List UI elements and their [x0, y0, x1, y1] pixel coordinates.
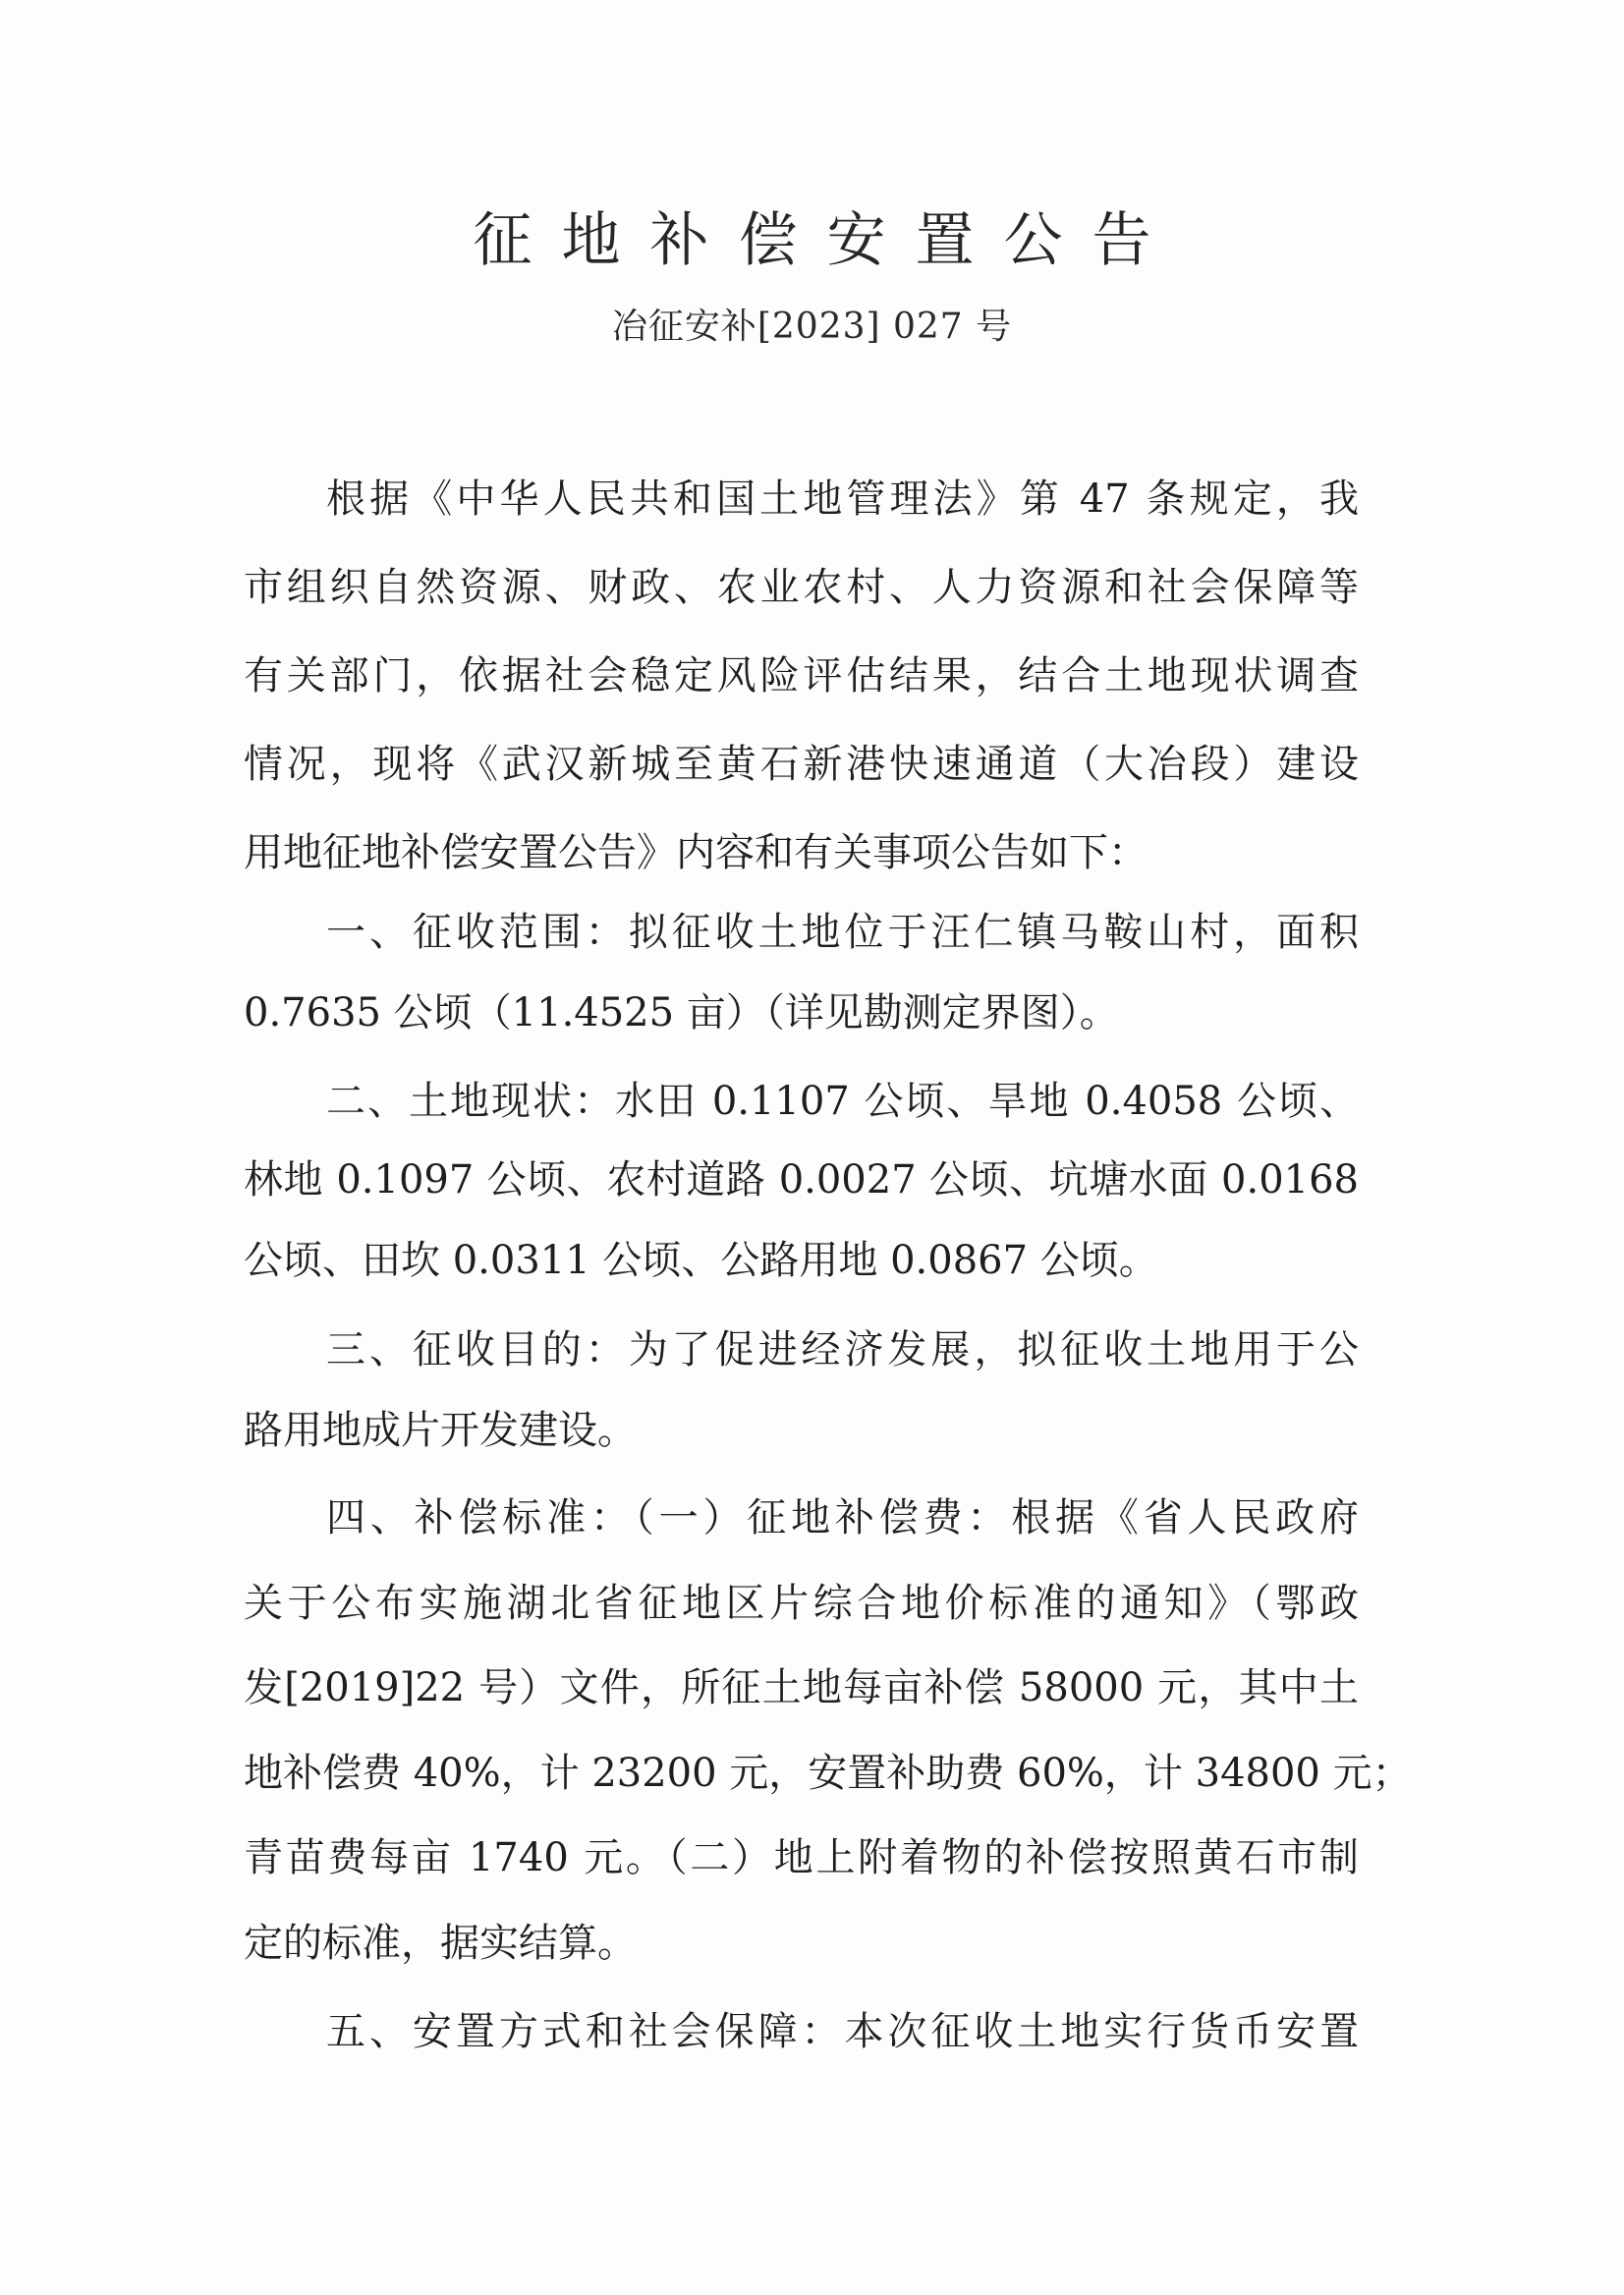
- body-line: 情况，现将《武汉新城至黄石新港快速通道（大冶段）建设: [244, 742, 1359, 787]
- body-line: 四、补偿标准：（一）征地补偿费：根据《省人民政府: [326, 1495, 1359, 1540]
- body-line: 路用地成片开发建设。: [244, 1408, 637, 1453]
- body-line: 地补偿费 40%，计 23200 元，安置补助费 60%，计 34800 元；: [244, 1751, 1412, 1796]
- body-line: 青苗费每亩 1740 元。（二）地上附着物的补偿按照黄石市制: [244, 1835, 1359, 1880]
- body-line: 一、征收范围：拟征收土地位于汪仁镇马鞍山村，面积: [326, 910, 1359, 955]
- body-line: 用地征地补偿安置公告》内容和有关事项公告如下：: [244, 830, 1148, 875]
- document-number: 冶征安补[2023] 027 号: [611, 307, 1013, 347]
- body-line: 五、安置方式和社会保障：本次征收土地实行货币安置: [326, 2009, 1359, 2054]
- body-line: 发[2019]22 号）文件，所征土地每亩补偿 58000 元，其中土: [244, 1665, 1359, 1710]
- body-line: 有关部门，依据社会稳定风险评估结果，结合土地现状调查: [244, 653, 1359, 699]
- body-line: 公顷、田坎 0.0311 公顷、公路用地 0.0867 公顷。: [244, 1238, 1158, 1283]
- body-line: 市组织自然资源、财政、农业农村、人力资源和社会保障等: [244, 565, 1359, 610]
- body-line: 关于公布实施湖北省征地区片综合地价标准的通知》（鄂政: [244, 1581, 1359, 1626]
- body-line: 二、土地现状：水田 0.1107 公顷、旱地 0.4058 公顷、: [326, 1079, 1359, 1124]
- document-title: 征地补偿安置公告: [473, 206, 1181, 275]
- body-line: 根据《中华人民共和国土地管理法》第 47 条规定，我: [326, 476, 1359, 522]
- body-line: 定的标准，据实结算。: [244, 1921, 637, 1966]
- body-line: 0.7635 公顷（11.4525 亩）（详见勘测定界图）。: [244, 990, 1119, 1036]
- body-line: 林地 0.1097 公顷、农村道路 0.0027 公顷、坑塘水面 0.0168: [244, 1157, 1359, 1203]
- body-line: 三、征收目的：为了促进经济发展，拟征收土地用于公: [326, 1327, 1359, 1372]
